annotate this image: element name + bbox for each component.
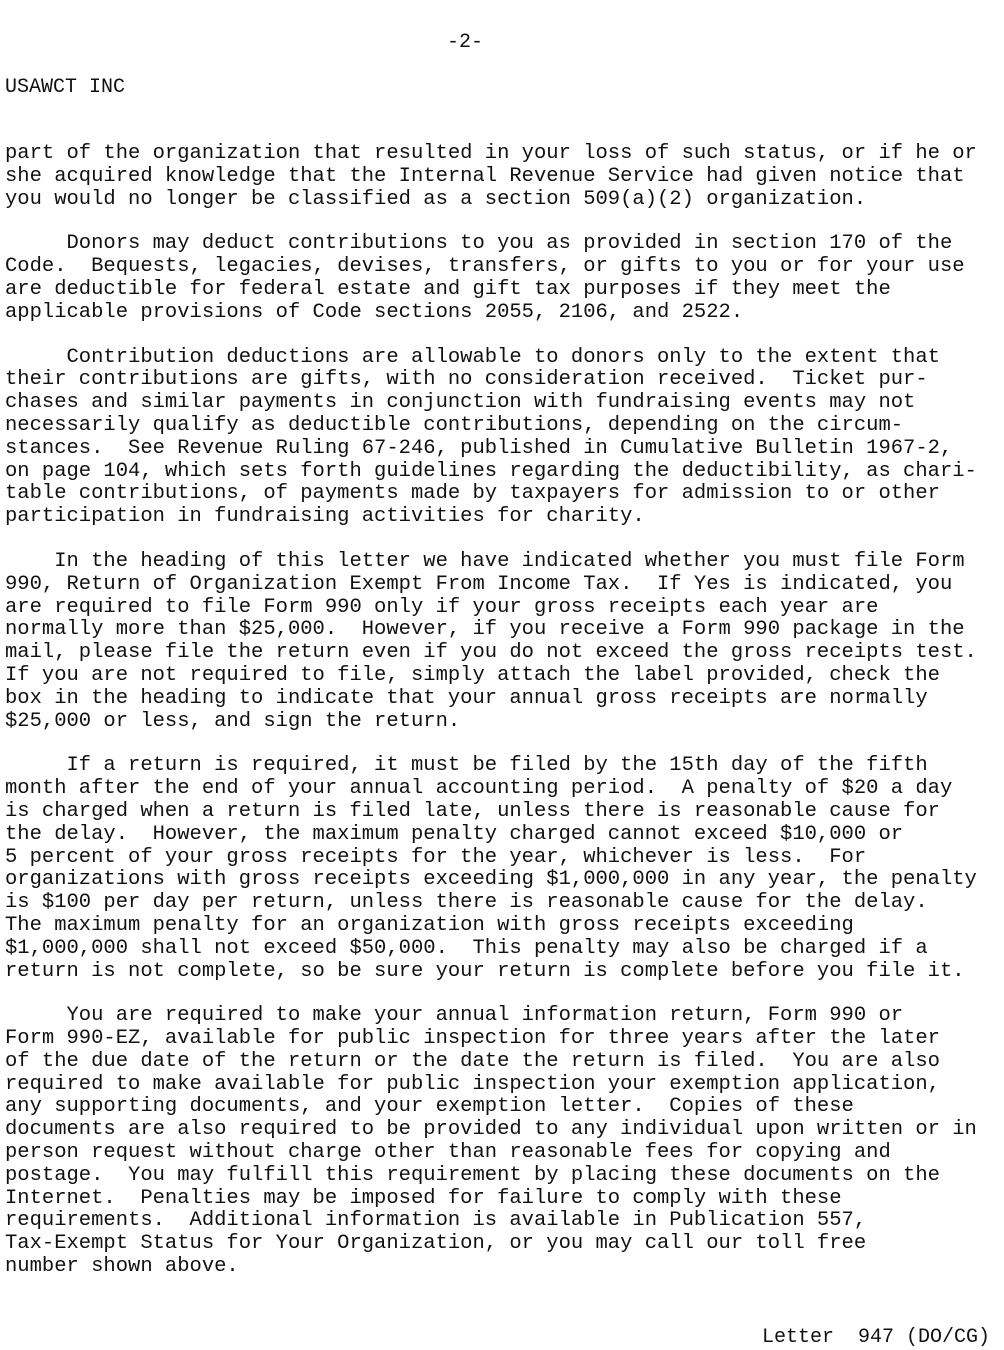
text-line: Contribution deductions are allowable to donors only to the extent that: [5, 345, 940, 369]
text-line: Form 990-EZ, available for public inspection for three years after the later: [5, 1027, 940, 1051]
paragraph-loss-of-status: [5, 143, 1004, 211]
text-line: any supporting documents, and your exemption letter. Copies of these: [5, 1095, 854, 1119]
text-line: chases and similar payments in conjunction with fundraising events may not: [5, 391, 916, 415]
text-line: their contributions are gifts, with no consideration received. Ticket pur-: [5, 368, 928, 392]
text-line: documents are also required to be provided to any individual upon written or in: [5, 1118, 977, 1142]
text-line: are deductible for federal estate and gift tax purposes if they meet the: [5, 277, 891, 301]
text-line: is charged when a return is filed late, unless there is reasonable cause for: [5, 799, 940, 823]
text-line: are required to file Form 990 only if your gross receipts each year are: [5, 595, 879, 619]
text-line: Internet. Penalties may be imposed for failure to comply with these: [5, 1186, 842, 1210]
text-line: Code. Bequests, legacies, devises, transfers, or gifts to you or for your use: [5, 255, 965, 279]
page-number: -2-: [446, 31, 483, 54]
text-line: mail, please file the return even if you do not exceed the gross receipts test.: [5, 641, 977, 665]
text-line: required to make available for public inspection your exemption application,: [5, 1072, 940, 1096]
letter-footer-id: Letter 947 (DO/CG): [762, 1326, 991, 1349]
text-line: 5 percent of your gross receipts for the year, whichever is less. For: [5, 845, 867, 869]
text-line: applicable provisions of Code sections 2055, 2106, and 2522.: [5, 300, 744, 324]
text-line: the delay. However, the maximum penalty charged cannot exceed $10,000 or: [5, 822, 904, 846]
text-line: number shown above.: [5, 1255, 239, 1279]
text-line: Tax-Exempt Status for Your Organization, or you may call our toll free: [5, 1232, 867, 1256]
paragraph-public-inspection: [5, 1005, 1004, 1279]
paragraph-penalties: [5, 755, 1004, 983]
text-line: table contributions, of payments made by taxpayers for admission to or other: [5, 482, 940, 506]
paragraph-form-990-filing: [5, 551, 1004, 733]
text-line: $25,000 or less, and sign the return.: [5, 709, 461, 733]
text-line: of the due date of the return or the date the return is filed. You are also: [5, 1049, 940, 1073]
text-line: organizations with gross receipts exceeding $1,000,000 in any year, the penalty: [5, 868, 977, 892]
text-line: The maximum penalty for an organization with gross receipts exceeding: [5, 913, 854, 937]
text-line: normally more than $25,000. However, if you receive a Form 990 package in the: [5, 618, 965, 642]
paragraph-contribution-deductions: [5, 347, 1004, 529]
paragraph-donor-deductions: [5, 233, 1004, 324]
text-line: Donors may deduct contributions to you as provided in section 170 of the: [5, 232, 953, 256]
text-line: If a return is required, it must be filed by the 15th day of the fifth: [5, 754, 928, 778]
text-line: 990, Return of Organization Exempt From Income Tax. If Yes is indicated, you: [5, 572, 953, 596]
text-line: participation in fundraising activities for charity.: [5, 505, 645, 529]
text-line: is $100 per day per return, unless there is reasonable cause for the delay.: [5, 891, 928, 915]
text-line: on page 104, which sets forth guidelines regarding the deductibility, as chari-: [5, 459, 977, 483]
text-line: stances. See Revenue Ruling 67-246, published in Cumulative Bulletin 1967-2,: [5, 436, 953, 460]
text-line: If you are not required to file, simply attach the label provided, check the: [5, 663, 940, 687]
text-line: you would no longer be classified as a section 509(a)(2) organization.: [5, 187, 867, 211]
text-line: return is not complete, so be sure your return is complete before you file it.: [5, 959, 965, 983]
text-line: necessarily qualify as deductible contributions, depending on the circum-: [5, 413, 904, 437]
text-line: month after the end of your annual accounting period. A penalty of $20 a day: [5, 777, 953, 801]
text-line: requirements. Additional information is available in Publication 557,: [5, 1209, 867, 1233]
text-line: In the heading of this letter we have indicated whether you must file Form: [5, 549, 965, 573]
text-line: box in the heading to indicate that your annual gross receipts are normally: [5, 686, 928, 710]
text-line: postage. You may fulfill this requirement by placing these documents on the: [5, 1163, 940, 1187]
text-line: person request without charge other than reasonable fees for copying and: [5, 1141, 891, 1165]
company-name: USAWCT INC: [5, 76, 126, 99]
text-line: $1,000,000 shall not exceed $50,000. This penalty may also be charged if a: [5, 936, 928, 960]
text-line: part of the organization that resulted in your loss of such status, or if he or: [5, 142, 977, 165]
text-line: she acquired knowledge that the Internal Revenue Service had given notice that: [5, 164, 965, 188]
letter-body: [5, 143, 1004, 1301]
text-line: You are required to make your annual information return, Form 990 or: [5, 1004, 904, 1028]
